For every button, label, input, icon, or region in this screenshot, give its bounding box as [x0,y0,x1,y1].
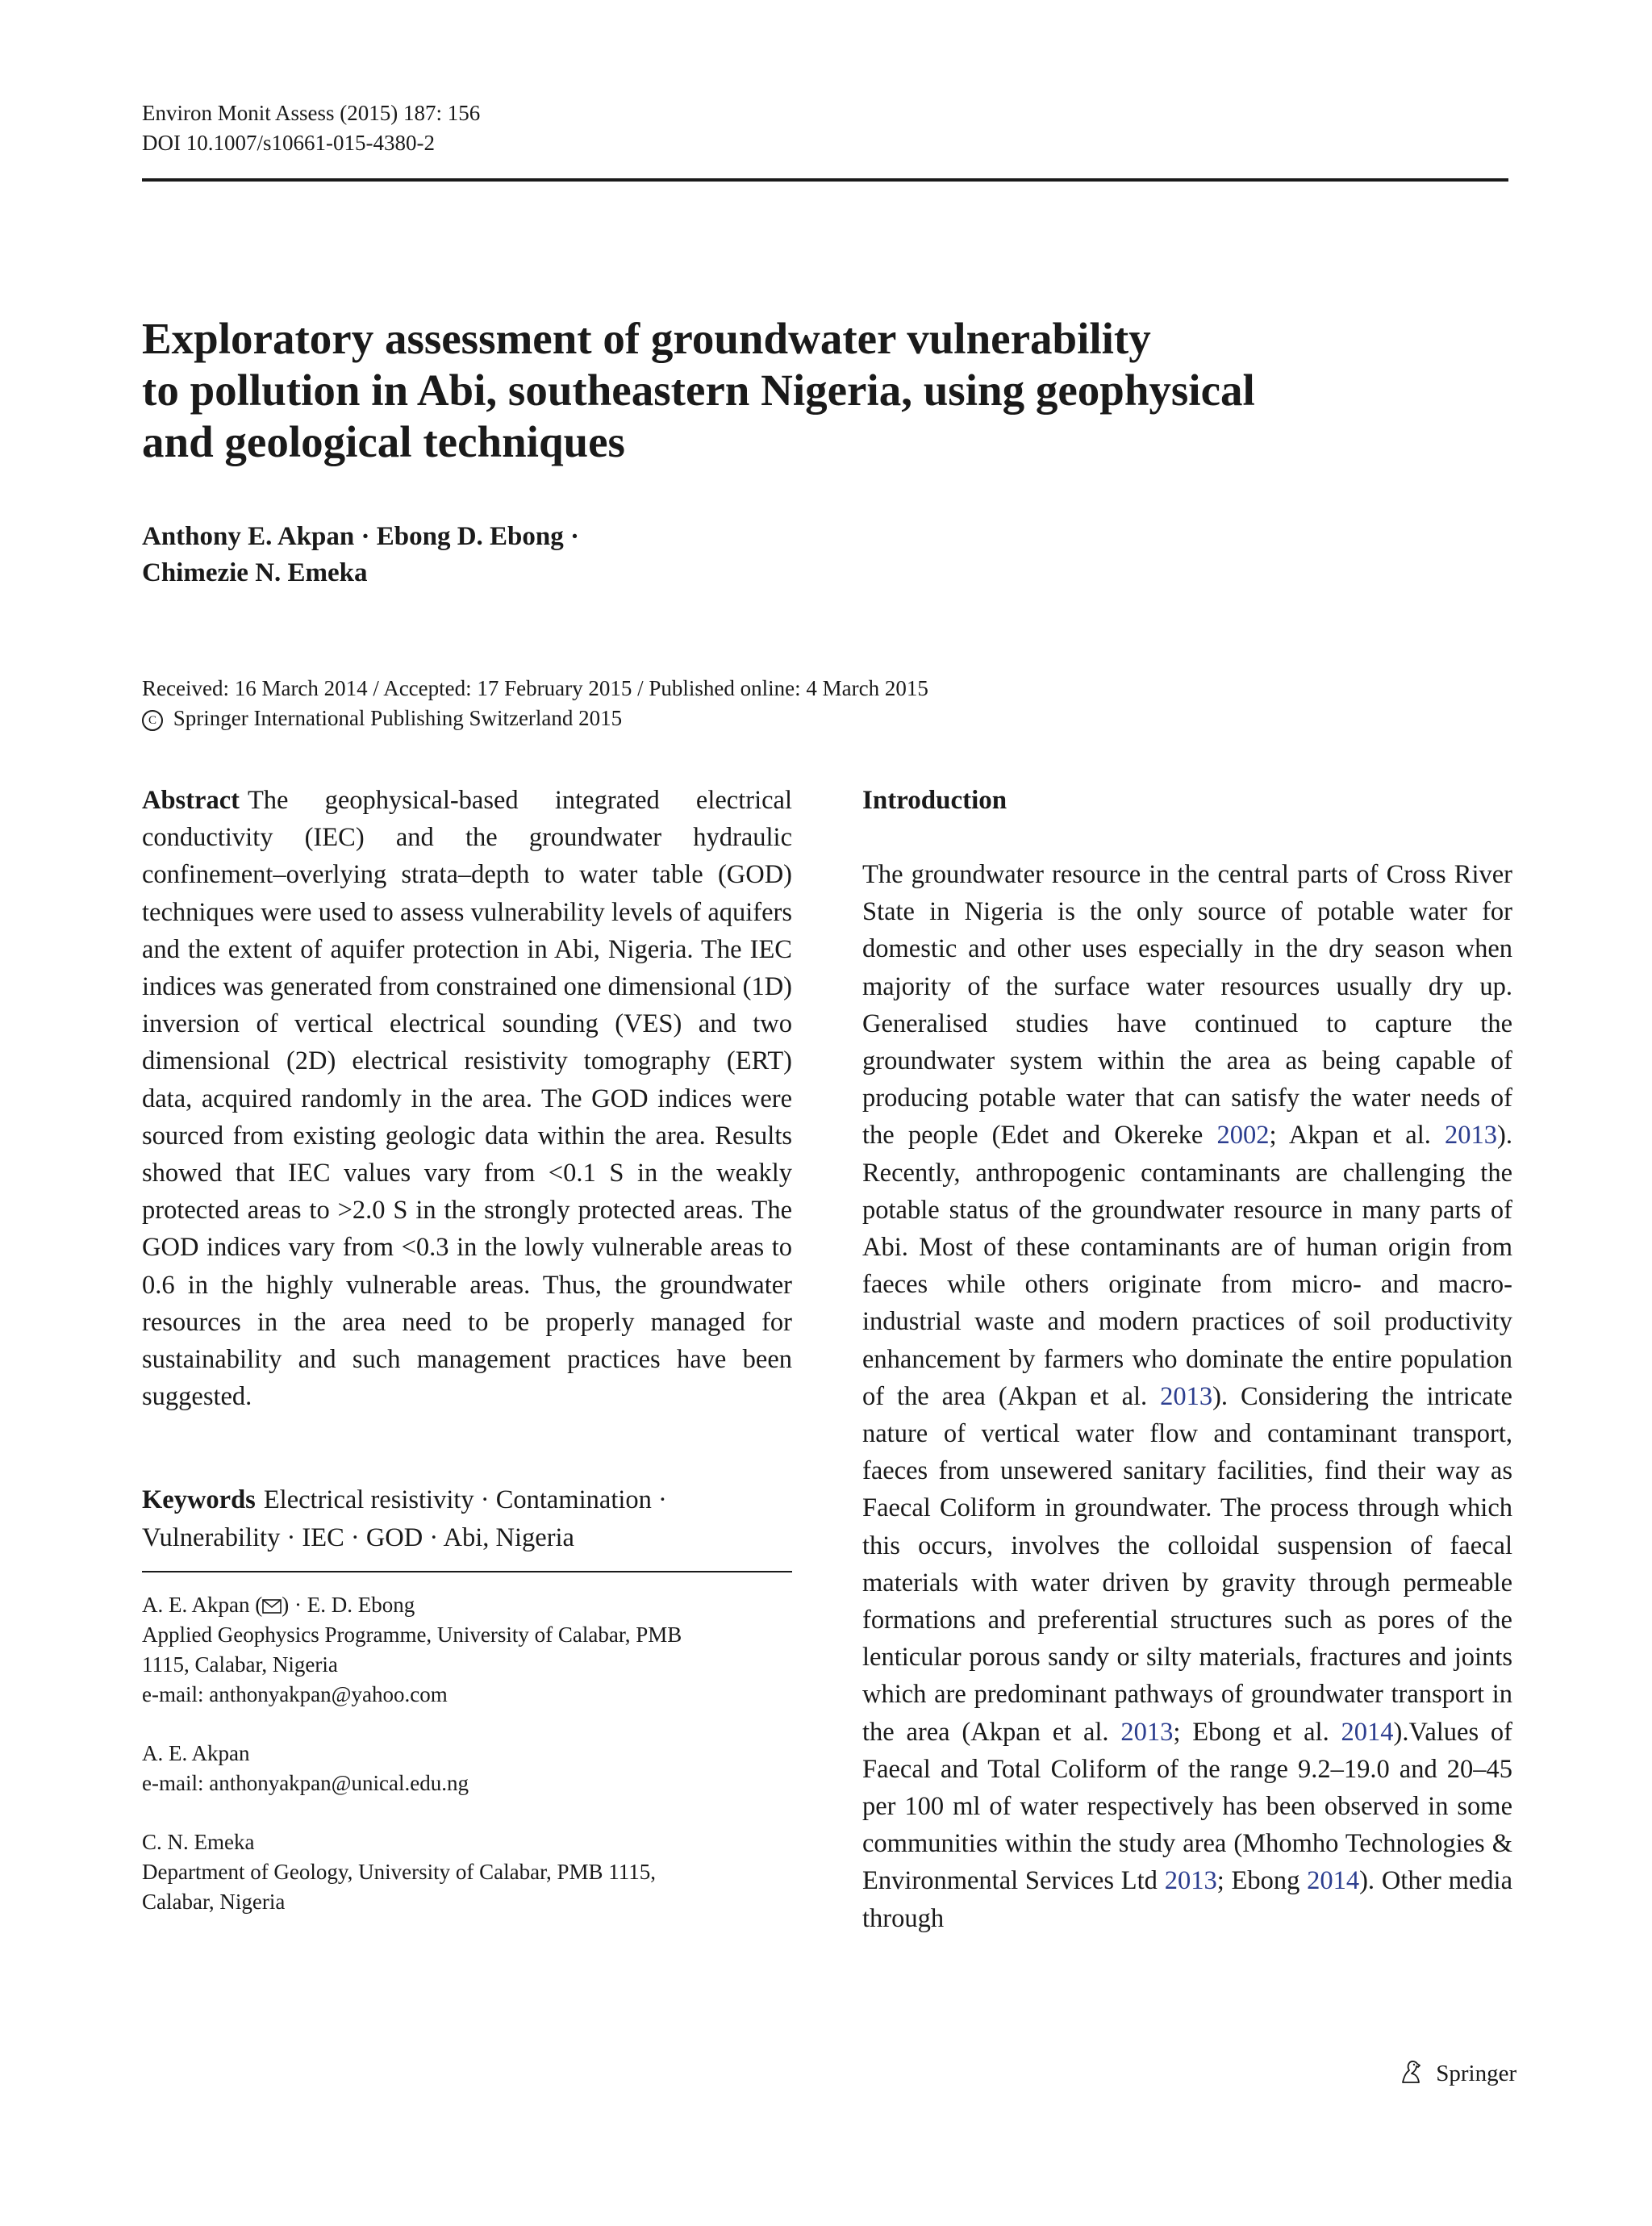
keywords [142,1481,792,1556]
affiliation-1: A. E. Akpan ( ) · E. D. Ebong Applied Geophysics Programme, University of Calabar, PMB 1115, Calabar, Nigeria e-mail: anthonyakpan@yahoo.com [142,1590,792,1710]
author-name: Anthony E. Akpan [142,522,355,551]
citation-link[interactable]: 2002 [1216,1121,1270,1151]
author-name: Ebong D. Ebong [376,522,564,551]
introduction-paragraph: The groundwater resource in the central parts of Cross River State in Nigeria is the only source of potable water for domestic and other uses especially in the dry season when majority of the surface water resources usually dry up. Generalised studies have continued to capture the groundwater system within the area as being capable of producing potable water that can satisfy the water needs of the people (Edet and Okereke 2002; Akpan et al. 2013). Recently, anthropogenic contaminants are challenging the potable status of the groundwater resource in many parts of Abi. Most of these contaminants are of human origin from faeces while others originate from micro- and macro-industrial waste and modern practices of soil productivity enhancement by farmers who dominate the entire population of the area (Akpan et al. 2013). Considering the intricate nature of vertical water flow and contaminant transport, faeces from unsewered sanitary facilities, find their way as Faecal Coliform in groundwater. The process through which this occurs, involves the colloidal suspension of faecal materials with water driven by gravity through permeable formations and preferential structures such as pores of the lenticular porous sandy or silty materials, fractures and joints which are predominant pathways of groundwater transport in the area (Akpan et al. 2013; Ebong et al. 2014).Values of Faecal and Total Coliform of the range 9.2–19.0 and 20–45 per 100 ml of water respectively has been observed in some communities within the study area (Mhomho Technologies & Environmental Services Ltd 2013; Ebong 2014). Other media through [862,860,1512,1933]
affiliation-name: A. E. Akpan [142,1740,250,1765]
copyright-icon: C [142,710,163,731]
publisher-name: Springer [1436,2061,1517,2086]
affiliation-address: Department of Geology, University of Calabar, PMB 1115, [142,1859,657,1884]
publisher-logo [1398,2057,1516,2090]
publication-dates [142,674,928,733]
author-name: Chimezie N. Emeka [142,558,368,587]
affiliation-address: Applied Geophysics Programme, University of Calabar, PMB [142,1622,682,1647]
affiliation-3 [142,1827,792,1917]
author-separator: · [361,522,370,551]
keywords-heading: Keywords [142,1485,256,1515]
copyright-text: Springer International Publishing Switzerland 2015 [173,706,623,730]
left-column [142,782,792,1946]
title-line-3: and geological techniques [142,417,625,466]
accepted-date: Accepted: 17 February 2015 [383,676,632,700]
springer-horse-icon [1398,2058,1425,2086]
received-date: Received: 16 March 2014 [142,676,368,700]
author-list [142,519,579,591]
citation-link[interactable]: 2013 [1164,1866,1217,1896]
email-link[interactable]: e-mail: anthonyakpan@yahoo.com [142,1681,448,1706]
affiliations [142,1590,792,1917]
envelope-icon [262,1592,282,1606]
title-line-1: Exploratory assessment of groundwater vulnerability [142,314,1151,363]
header-rule [142,178,1508,182]
abstract-heading: Abstract [142,786,240,815]
citation-link[interactable]: 2013 [1445,1121,1498,1151]
section-heading: Introduction [862,786,1007,815]
citation-link[interactable]: 2013 [1160,1381,1213,1411]
keywords-text: Electrical resistivity · Contamination · Vulnerability · IEC · GOD · Abi, Nigeria [142,1485,667,1552]
affiliation-2 [142,1739,792,1798]
footnote-rule [142,1571,792,1572]
affiliation-name: C. N. Emeka [142,1829,255,1854]
journal-doi: DOI 10.1007/s10661-015-4380-2 [142,131,435,155]
date-separator: / [373,676,379,700]
introduction-section [862,782,1512,1937]
abstract [142,782,792,1415]
journal-citation: Environ Monit Assess (2015) 187: 156 [142,101,481,125]
journal-info [142,98,480,158]
citation-link[interactable]: 2013 [1120,1717,1174,1747]
title-line-2: to pollution in Abi, southeastern Nigeria, using geophysical [142,365,1255,415]
author-separator: · [570,522,580,551]
affiliation-address: Calabar, Nigeria [142,1889,286,1914]
right-column [862,782,1512,1937]
citation-link[interactable]: 2014 [1341,1717,1394,1747]
abstract-text: The geophysical-based integrated electrical conductivity (IEC) and the groundwater hydraulic confinement–overlying strata–depth to water table (GOD) techniques were used to assess vulnerability levels of aquifers and the extent of aquifer protection in Abi, Nigeria. The IEC indices was generated from constrained one dimensional (1D) inversion of vertical electrical sounding (VES) and two dimensional (2D) electrical resistivity tomography (ERT) data, acquired randomly in the area. The GOD indices were sourced from existing geologic data within the area. Results showed that IEC values vary from <0.1 S in the weakly protected areas to >2.0 S in the strongly protected areas. The GOD indices vary from <0.3 in the lowly vulnerable areas to 0.6 in the highly vulnerable areas. Thus, the groundwater resources in the area need to be properly managed for sustainability and such management practices have been suggested. [142,786,792,1412]
date-separator: / [637,676,644,700]
affiliation-address: 1115, Calabar, Nigeria [142,1652,338,1677]
paper-title [142,313,1513,468]
citation-link[interactable]: 2014 [1307,1866,1360,1896]
published-date: Published online: 4 March 2015 [649,676,928,700]
email-link[interactable]: e-mail: anthonyakpan@unical.edu.ng [142,1770,469,1795]
